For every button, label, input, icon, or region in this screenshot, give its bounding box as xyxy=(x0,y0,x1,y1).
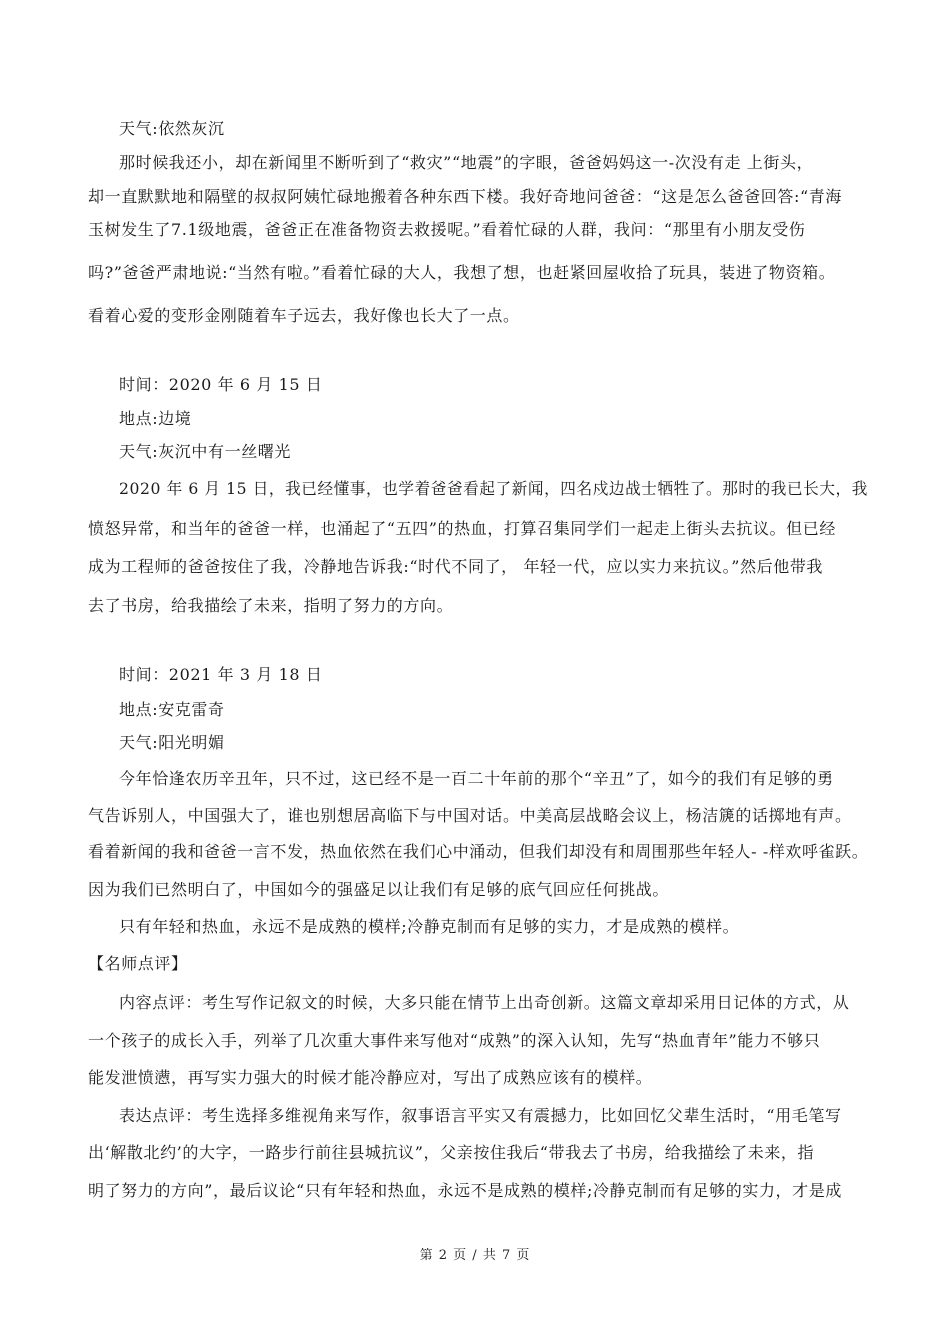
paragraph-line: 玉树发生了7.1级地震，爸爸正在准备物资去救援呢。”看着忙碌的人群，我问：“那里有小朋友受伤 xyxy=(88,220,806,239)
paragraph-line: 一个孩子的成长入手，列举了几次重大事件来写他对“成熟”的深入认知，先写“热血青年”能力不够只 xyxy=(88,1031,821,1050)
paragraph-line: 出‘解散北约’的大字，一路步行前往县城抗议”，父亲按住我后“带我去了书房，给我描绘了未来，指 xyxy=(88,1143,815,1162)
paragraph-line: 看着心爱的变形金刚随着车子远去，我好像也长大了一点。 xyxy=(88,306,520,325)
paragraph-line: 却一直默默地和隔壁的叔叔阿姨忙碌地搬着各种东西下楼。我好奇地问爸爸：“这是怎么爸爸回答:“青海 xyxy=(88,187,842,206)
place-line: 地点:安克雷奇 xyxy=(119,700,225,719)
review-heading: 【名师点评】 xyxy=(88,954,188,973)
paragraph-line: 看着新闻的我和爸爸一言不发，热血依然在我们心中涌动，但我们却没有和周围那些年轻人- -样欢呼雀跃。 xyxy=(88,842,869,861)
paragraph-line: 因为我们已然明白了，中国如今的强盛足以让我们有足够的底气回应任何挑战。 xyxy=(88,880,670,899)
place-line: 地点:边境 xyxy=(119,409,192,428)
weather-line: 天气:依然灰沉 xyxy=(119,119,225,138)
paragraph-line: 明了努力的方向”，最后议论“只有年轻和热血，永远不是成熟的模样;冷静克制而有足够的实力，才是成 xyxy=(88,1181,842,1200)
weather-line: 天气:灰沉中有一丝曙光 xyxy=(119,442,291,461)
paragraph-line: 能发泄愤懑，再写实力强大的时候才能冷静应对，写出了成熟应该有的模样。 xyxy=(88,1068,653,1087)
time-line: 时间：2020 年 6 月 15 日 xyxy=(119,375,323,394)
conclusion-line: 只有年轻和热血，永远不是成熟的模样;冷静克制而有足够的实力，才是成熟的模样。 xyxy=(119,917,740,936)
paragraph-line: 吗?”爸爸严肃地说:“当然有啦。”看着忙碌的大人，我想了想，也赶紧回屋收拾了玩具，装进了物资箱。 xyxy=(88,263,836,282)
time-line: 时间：2021 年 3 月 18 日 xyxy=(119,665,323,684)
paragraph-line: 今年恰逢农历辛丑年，只不过，这已经不是一百二十年前的那个“辛丑”了，如今的我们有足够的勇 xyxy=(119,769,834,788)
paragraph-line: 内容点评：考生写作记叙文的时候，大多只能在情节上出奇创新。这篇文章却采用日记体的方式，从 xyxy=(119,993,850,1012)
paragraph-line: 气告诉别人，中国强大了，谁也别想居高临下与中国对话。中美高层战略会议上，杨洁篪的话掷地有声。 xyxy=(88,806,852,825)
paragraph-line: 成为工程师的爸爸按住了我，冷静地告诉我:“时代不同了， 年轻一代，应以实力来抗议。”然后他带我 xyxy=(88,557,824,576)
paragraph-line: 去了书房，给我描绘了未来，指明了努力的方向。 xyxy=(88,596,454,615)
page-number: 第 2 页 / 共 7 页 xyxy=(419,1248,531,1263)
paragraph-line: 表达点评：考生选择多维视角来写作，叙事语言平实又有震撼力，比如回忆父辈生活时，“用毛笔写 xyxy=(119,1106,842,1125)
paragraph-line: 2020 年 6 月 15 日，我已经懂事，也学着爸爸看起了新闻，四名戍边战士牺牲了。那时的我已长大，我 xyxy=(119,479,868,498)
paragraph-line: 愤怒异常，和当年的爸爸一样，也涌起了“五四”的热血，打算召集同学们一起走上街头去抗议。但已经 xyxy=(88,519,836,538)
paragraph-line: 那时候我还小，却在新闻里不断听到了“救灾”“地震”的字眼，爸爸妈妈这一-次没有走 上街头， xyxy=(119,153,814,172)
weather-line: 天气:阳光明媚 xyxy=(119,733,225,752)
